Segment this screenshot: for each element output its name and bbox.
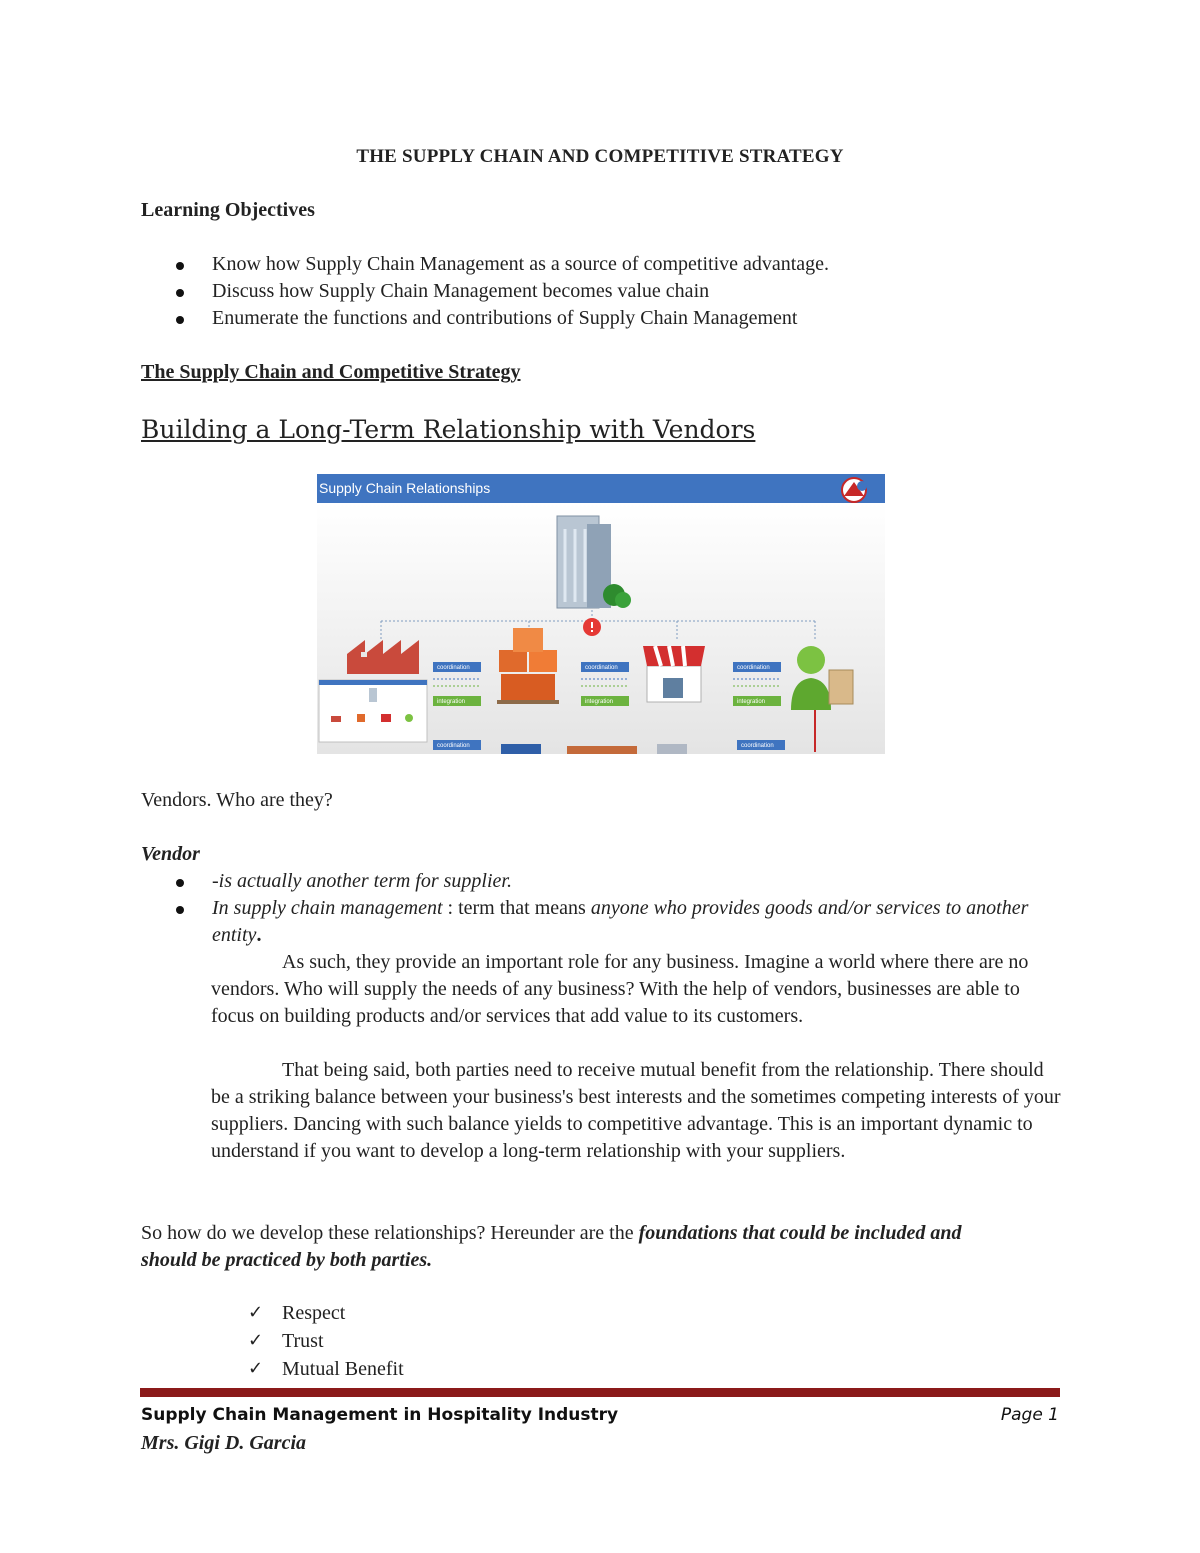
list-item: In supply chain management : term that means anyone who provides goods and/or services to another entity. xyxy=(170,895,1070,949)
footer-divider xyxy=(140,1388,1060,1397)
train-icon xyxy=(567,746,637,754)
integration-label: integration xyxy=(437,699,466,705)
logo-icon xyxy=(842,478,867,502)
list-item: Discuss how Supply Chain Management becomes value chain xyxy=(170,278,829,305)
learning-objectives-heading: Learning Objectives xyxy=(141,199,315,221)
list-item: Know how Supply Chain Management as a source of competitive advantage. xyxy=(170,251,829,278)
vendors-question: Vendors. Who are they? xyxy=(141,789,333,811)
truck-icon xyxy=(501,744,541,754)
footer-author: Mrs. Gigi D. Garcia xyxy=(141,1432,307,1454)
list-item: ✓ Mutual Benefit xyxy=(248,1355,404,1383)
supply-chain-relationships-figure xyxy=(317,474,885,754)
coordination-label: coordination xyxy=(585,665,618,671)
vendor-term: Vendor xyxy=(141,843,200,865)
vendor-paragraph-1: As such, they provide an important role for any business. Imagine a world where there are no vendors. Who will supply the needs of any business? With the help of vendors, businesses are able to focus on building products and/or services that add value to its customers. xyxy=(211,951,1029,1027)
plane-icon xyxy=(657,744,687,754)
coordination-label: coordination xyxy=(741,743,774,749)
footer-course: Supply Chain Management in Hospitality Industry xyxy=(141,1405,619,1425)
list-item: Enumerate the functions and contributions of Supply Chain Management xyxy=(170,305,829,332)
figure-title: Supply Chain Relationships xyxy=(319,480,491,496)
vendor-definition-list xyxy=(170,868,1070,949)
learning-objectives-list xyxy=(170,251,829,332)
integration-label: integration xyxy=(737,699,766,705)
list-item: ✓ Trust xyxy=(248,1327,404,1355)
footer-page-number: Page 1 xyxy=(1000,1405,1059,1425)
figure-illustration xyxy=(317,474,885,754)
check-icon: ✓ xyxy=(248,1302,264,1323)
foundations-intro: So how do we develop these relationships? Hereunder are the foundations that could be included and should be practiced by both parties. xyxy=(141,1222,962,1271)
shop-icon xyxy=(643,646,705,702)
list-item: ✓ Respect xyxy=(248,1299,404,1327)
coordination-label: coordination xyxy=(437,665,470,671)
page-title: THE SUPPLY CHAIN AND COMPETITIVE STRATEGY xyxy=(356,146,844,167)
list-item: -is actually another term for supplier. xyxy=(170,868,1070,895)
section-heading: The Supply Chain and Competitive Strategy xyxy=(141,361,521,383)
coordination-label: coordination xyxy=(737,665,770,671)
inset-thumbnail xyxy=(319,680,427,742)
vendor-paragraph-2: That being said, both parties need to receive mutual benefit from the relationship. There should be a striking balance between your business's best interests and the sometimes competing interests of your suppliers. Dancing with such balance yields to competitive advantage. This is an important dynamic to understand if you want to develop a long-term relationship with your suppliers. xyxy=(211,1059,1061,1162)
check-icon: ✓ xyxy=(248,1358,264,1379)
foundations-list xyxy=(248,1299,404,1383)
integration-label: integration xyxy=(585,699,614,705)
coordination-label: coordination xyxy=(437,743,470,749)
subsection-heading: Building a Long-Term Relationship with Vendors xyxy=(141,415,756,444)
check-icon: ✓ xyxy=(248,1330,264,1351)
